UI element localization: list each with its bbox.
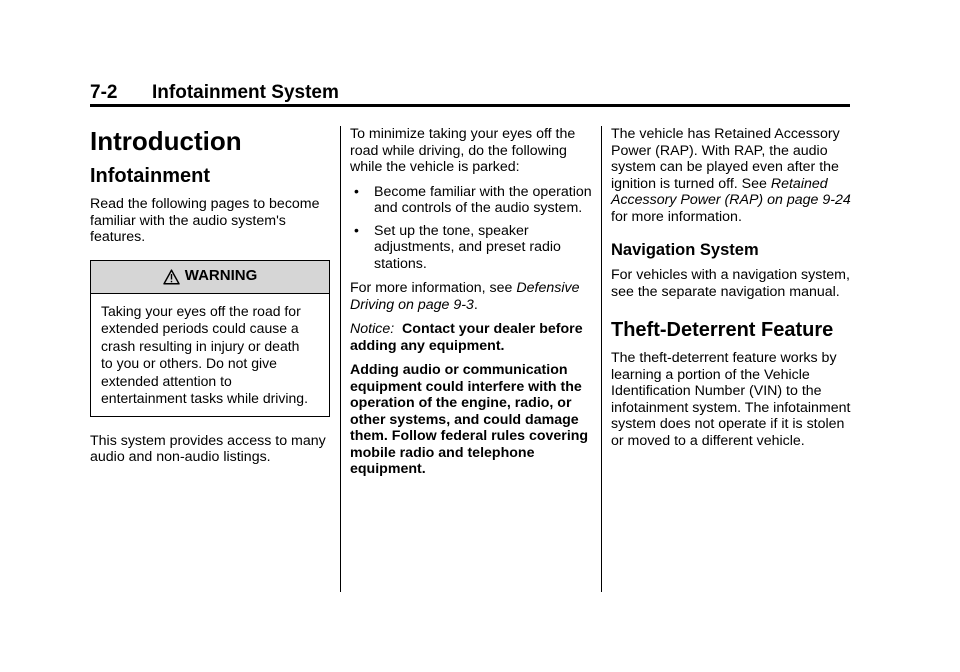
list-item: • Become familiar with the operation and controls of the audio system. (354, 182, 592, 216)
list-item: • Set up the tone, speaker adjustments, and preset radio stations. (354, 221, 561, 272)
intro-paragraph: Read the following pages to become familiar with the audio system's features. (90, 196, 320, 245)
more-info-paragraph: For more information, see Defensive Driving on page 9-3. (350, 280, 580, 313)
chapter-title: Infotainment System (152, 82, 339, 103)
warning-box (90, 260, 330, 417)
warning-text (91, 294, 329, 416)
column-3 (611, 126, 853, 457)
warning-line: crash resulting in injury or death (101, 337, 300, 354)
parked-paragraph: To minimize taking your eyes off the road while driving, do the following while the vehicle is parked: (350, 126, 576, 175)
chapter-number: 7-2 (90, 82, 118, 103)
section-title: Introduction (90, 126, 242, 156)
bullet-icon: • (354, 221, 359, 238)
warning-label: WARNING (184, 267, 258, 285)
warning-triangle-icon (163, 269, 180, 285)
column-1 (90, 126, 330, 474)
subsection-title: Infotainment (90, 165, 210, 187)
bullet-icon: • (354, 182, 359, 199)
notice-paragraph: Notice: Contact your dealer before adding any equipment. (350, 321, 583, 354)
theft-deterrent-heading: Theft-Deterrent Feature (611, 319, 834, 341)
navigation-heading: Navigation System (611, 241, 759, 259)
access-paragraph: This system provides access to many audio and non-audio listings. (90, 432, 326, 465)
column-divider-2 (601, 126, 602, 592)
warning-line: to you or others. Do not give (101, 355, 277, 371)
equipment-paragraph: Adding audio or communication equipment could interfere with the operation of the engine, radio, or other systems, and could damage them. Follow federal rules covering mobile radio and telephone equipment. (350, 362, 589, 477)
warning-line: entertainment tasks while driving. (101, 390, 308, 406)
notice-label: Notice: (350, 321, 395, 337)
warning-line: extended periods could cause a (101, 320, 299, 336)
warning-line: Taking your eyes off the road for (101, 302, 301, 319)
header-rule (90, 104, 850, 107)
cross-reference-link[interactable]: Retained Accessory Power (RAP) on page 9-24 (611, 175, 851, 208)
column-divider-1 (340, 126, 341, 592)
cross-reference-link[interactable]: Defensive Driving on page 9-3 (350, 280, 580, 313)
rap-paragraph: The vehicle has Retained Accessory Power (RAP). With RAP, the audio system can be played even after the ignition is turned off. See Retained Accessory Power (RAP) on page 9-24 for more information. (611, 126, 851, 225)
warning-line: extended attention to (101, 372, 232, 389)
bullet-list (350, 184, 592, 273)
theft-deterrent-paragraph: The theft-deterrent feature works by learning a portion of the Vehicle Identification Number (VIN) to the infotainment system. The infotainment system does not operate if it is stolen or moved to a different vehicle. (611, 350, 851, 449)
warning-header (91, 261, 329, 294)
page-header (90, 82, 850, 104)
column-2 (350, 126, 592, 486)
navigation-paragraph: For vehicles with a navigation system, see the separate navigation manual. (611, 267, 850, 300)
